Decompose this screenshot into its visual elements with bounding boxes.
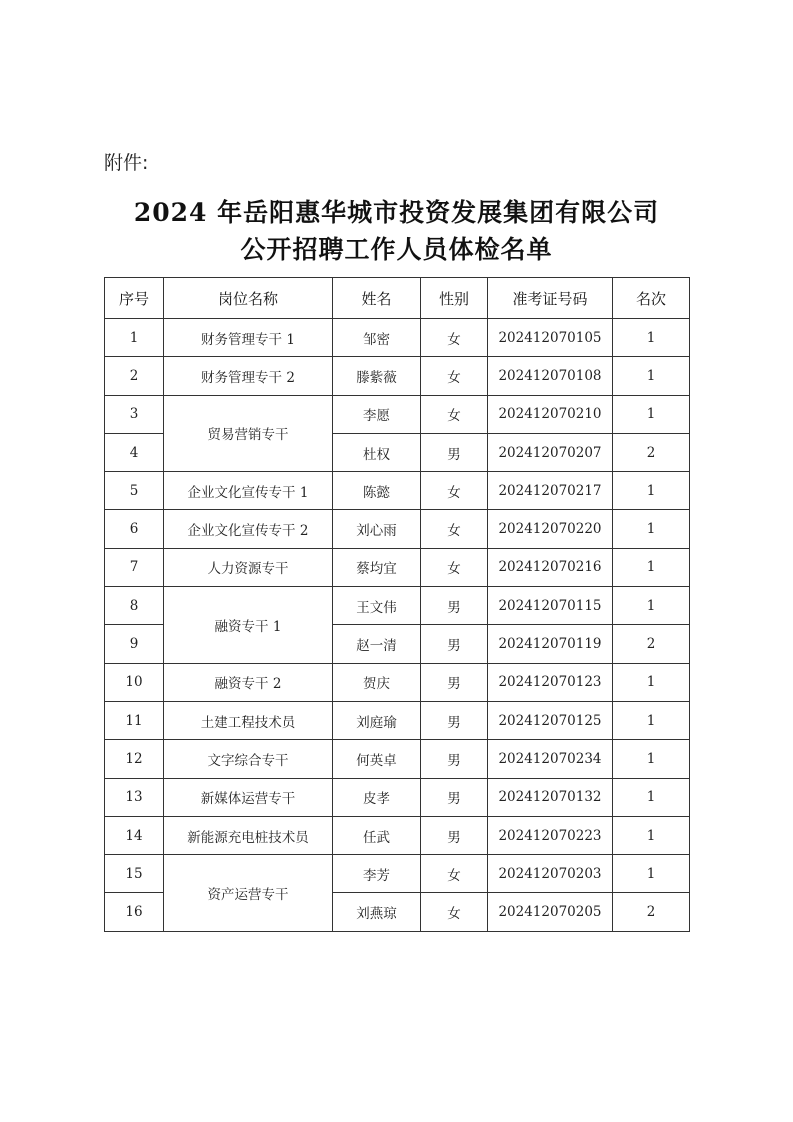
table-row <box>105 548 690 586</box>
cell-gender: 男 <box>421 625 488 663</box>
cell-name: 皮孝 <box>333 778 421 816</box>
table-header-row <box>105 278 690 319</box>
table-row <box>105 587 690 625</box>
cell-gender: 男 <box>421 663 488 701</box>
cell-position: 企业文化宣传专干 2 <box>164 510 333 548</box>
cell-name: 蔡均宜 <box>333 548 421 586</box>
cell-serial-no: 9 <box>105 625 164 663</box>
cell-name: 王文伟 <box>333 587 421 625</box>
cell-position: 新能源充电桩技术员 <box>164 816 333 854</box>
cell-exam-id: 202412070108 <box>488 357 613 395</box>
cell-serial-no: 11 <box>105 701 164 739</box>
cell-rank: 1 <box>613 701 690 739</box>
cell-gender: 女 <box>421 395 488 433</box>
table-row <box>105 395 690 433</box>
medical-exam-roster-table <box>104 277 690 932</box>
table-row <box>105 816 690 854</box>
cell-serial-no: 3 <box>105 395 164 433</box>
attachment-label: 附件: <box>104 152 149 174</box>
cell-gender: 女 <box>421 472 488 510</box>
cell-name: 贺庆 <box>333 663 421 701</box>
table-row <box>105 663 690 701</box>
cell-exam-id: 202412070205 <box>488 893 613 931</box>
cell-gender: 女 <box>421 855 488 893</box>
cell-exam-id: 202412070207 <box>488 433 613 471</box>
header-serial-no: 序号 <box>105 278 164 319</box>
header-rank: 名次 <box>613 278 690 319</box>
cell-exam-id: 202412070223 <box>488 816 613 854</box>
table-row <box>105 357 690 395</box>
header-name: 姓名 <box>333 278 421 319</box>
cell-rank: 1 <box>613 395 690 433</box>
table-row <box>105 778 690 816</box>
cell-serial-no: 5 <box>105 472 164 510</box>
cell-rank: 1 <box>613 587 690 625</box>
cell-name: 陈懿 <box>333 472 421 510</box>
cell-gender: 女 <box>421 357 488 395</box>
cell-exam-id: 202412070119 <box>488 625 613 663</box>
cell-position: 融资专干 2 <box>164 663 333 701</box>
cell-position-merged: 资产运营专干 <box>164 855 333 932</box>
cell-name: 滕紫薇 <box>333 357 421 395</box>
cell-serial-no: 4 <box>105 433 164 471</box>
cell-gender: 男 <box>421 433 488 471</box>
header-exam-id: 准考证号码 <box>488 278 613 319</box>
table-row <box>105 510 690 548</box>
cell-exam-id: 202412070132 <box>488 778 613 816</box>
cell-rank: 1 <box>613 357 690 395</box>
cell-serial-no: 7 <box>105 548 164 586</box>
cell-serial-no: 8 <box>105 587 164 625</box>
document-title-line-1: 2024 年岳阳惠华城市投资发展集团有限公司 <box>133 198 660 227</box>
cell-position: 土建工程技术员 <box>164 701 333 739</box>
header-gender: 性别 <box>421 278 488 319</box>
cell-position: 人力资源专干 <box>164 548 333 586</box>
cell-rank: 1 <box>613 740 690 778</box>
cell-name: 李愿 <box>333 395 421 433</box>
table-row <box>105 855 690 893</box>
cell-name: 刘心雨 <box>333 510 421 548</box>
cell-name: 刘庭瑜 <box>333 701 421 739</box>
table-row <box>105 740 690 778</box>
cell-exam-id: 202412070234 <box>488 740 613 778</box>
table-row <box>105 701 690 739</box>
table-row <box>105 472 690 510</box>
cell-serial-no: 6 <box>105 510 164 548</box>
cell-gender: 男 <box>421 740 488 778</box>
cell-rank: 1 <box>613 510 690 548</box>
cell-name: 杜权 <box>333 433 421 471</box>
cell-serial-no: 10 <box>105 663 164 701</box>
cell-position: 新媒体运营专干 <box>164 778 333 816</box>
cell-rank: 1 <box>613 816 690 854</box>
cell-exam-id: 202412070125 <box>488 701 613 739</box>
cell-exam-id: 202412070210 <box>488 395 613 433</box>
cell-name: 邹密 <box>333 319 421 357</box>
cell-name: 任武 <box>333 816 421 854</box>
cell-rank: 1 <box>613 663 690 701</box>
cell-position-merged: 贸易营销专干 <box>164 395 333 472</box>
cell-exam-id: 202412070105 <box>488 319 613 357</box>
cell-rank: 1 <box>613 855 690 893</box>
cell-exam-id: 202412070115 <box>488 587 613 625</box>
cell-serial-no: 15 <box>105 855 164 893</box>
document-title-line-2: 公开招聘工作人员体检名单 <box>240 235 553 264</box>
cell-gender: 男 <box>421 701 488 739</box>
cell-rank: 1 <box>613 472 690 510</box>
cell-exam-id: 202412070123 <box>488 663 613 701</box>
cell-exam-id: 202412070217 <box>488 472 613 510</box>
cell-gender: 女 <box>421 893 488 931</box>
cell-rank: 1 <box>613 548 690 586</box>
table-row <box>105 319 690 357</box>
cell-serial-no: 2 <box>105 357 164 395</box>
cell-serial-no: 1 <box>105 319 164 357</box>
cell-exam-id: 202412070216 <box>488 548 613 586</box>
cell-rank: 2 <box>613 625 690 663</box>
cell-serial-no: 14 <box>105 816 164 854</box>
cell-rank: 2 <box>613 893 690 931</box>
cell-exam-id: 202412070220 <box>488 510 613 548</box>
cell-rank: 1 <box>613 778 690 816</box>
cell-position: 财务管理专干 2 <box>164 357 333 395</box>
cell-gender: 女 <box>421 319 488 357</box>
cell-position: 财务管理专干 1 <box>164 319 333 357</box>
table-body <box>105 319 690 932</box>
cell-gender: 男 <box>421 587 488 625</box>
cell-gender: 女 <box>421 510 488 548</box>
cell-name: 赵一清 <box>333 625 421 663</box>
cell-gender: 男 <box>421 778 488 816</box>
cell-exam-id: 202412070203 <box>488 855 613 893</box>
cell-serial-no: 12 <box>105 740 164 778</box>
cell-position: 文字综合专干 <box>164 740 333 778</box>
cell-serial-no: 13 <box>105 778 164 816</box>
cell-position-merged: 融资专干 1 <box>164 587 333 664</box>
cell-name: 刘燕琼 <box>333 893 421 931</box>
cell-serial-no: 16 <box>105 893 164 931</box>
cell-rank: 1 <box>613 319 690 357</box>
cell-rank: 2 <box>613 433 690 471</box>
cell-name: 李芳 <box>333 855 421 893</box>
cell-gender: 男 <box>421 816 488 854</box>
header-position: 岗位名称 <box>164 278 333 319</box>
cell-position: 企业文化宣传专干 1 <box>164 472 333 510</box>
cell-gender: 女 <box>421 548 488 586</box>
cell-name: 何英卓 <box>333 740 421 778</box>
